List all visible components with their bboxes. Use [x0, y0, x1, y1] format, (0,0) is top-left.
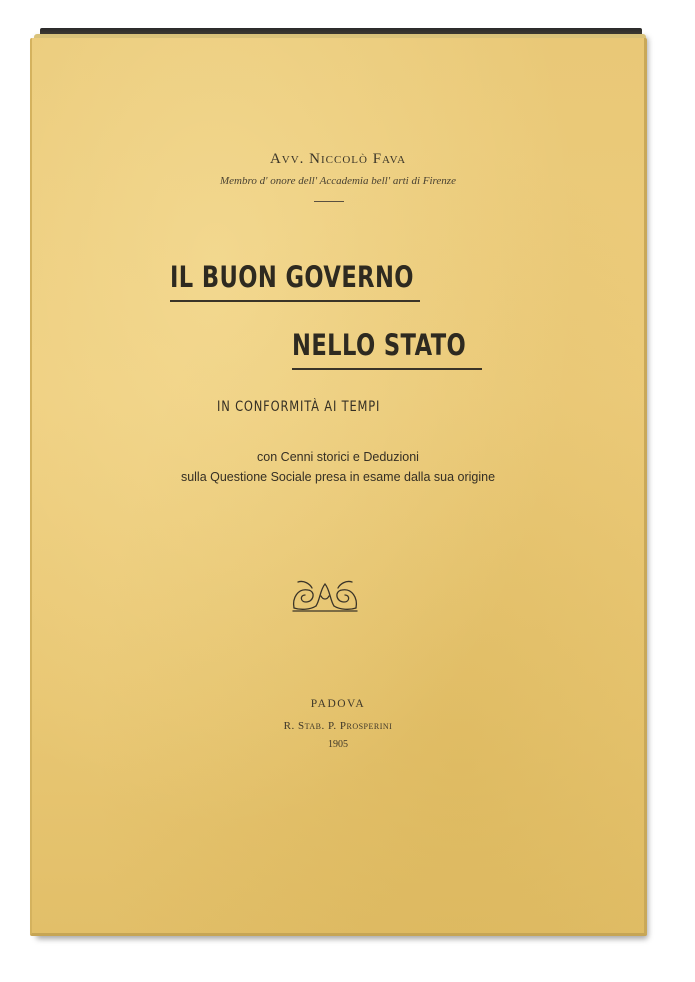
book-cover: [30, 38, 647, 936]
title-line-1: IL BUON GOVERNO: [170, 260, 414, 294]
divider: [314, 201, 344, 202]
description-line-2: sulla Questione Sociale presa in esame dalla sua origine: [180, 470, 496, 484]
title-underline-2: [292, 368, 482, 370]
title-underline-1: [170, 300, 420, 302]
publication-year: 1905: [328, 739, 348, 750]
author-title: Membro d' onore dell' Accademia bell' arti di Firenze: [220, 175, 456, 187]
art-nouveau-ornament-icon: [290, 578, 360, 614]
printer-name: R. Stab. P. Prosperini: [283, 720, 393, 732]
subtitle: IN CONFORMITÀ AI TEMPI: [217, 399, 381, 415]
title-line-2: NELLO STATO: [292, 328, 467, 362]
author-name: Avv. Niccolò Fava: [269, 151, 407, 167]
description-line-1: con Cenni storici e Deduzioni: [257, 450, 419, 464]
publication-city: PADOVA: [310, 698, 366, 710]
